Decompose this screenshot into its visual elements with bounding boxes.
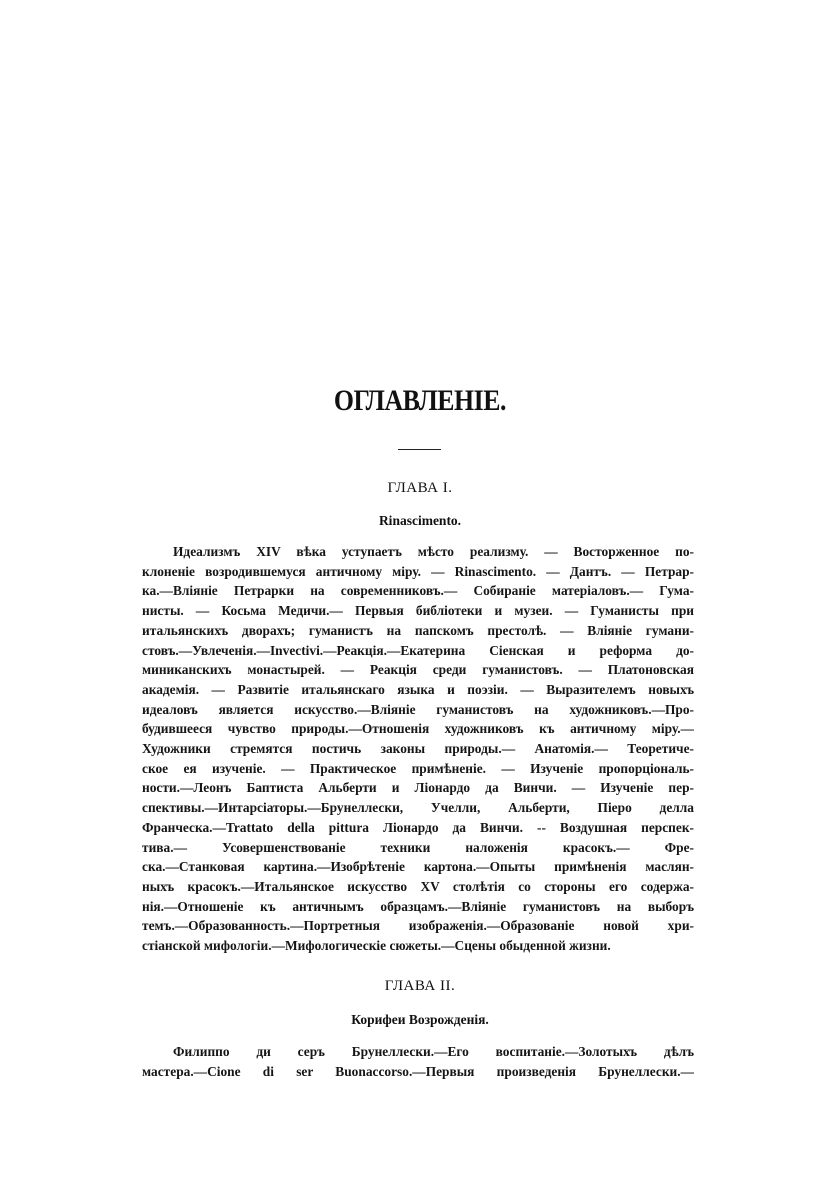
summary-line: темъ.—Образованность.—Портретныя изображенія.—Образованіе новой хри- — [142, 918, 694, 934]
summary-line: стіанской мифологіи.—Мифологическіе сюжеты.—Сцены обыденной жизни. — [142, 938, 611, 954]
summary-line: будившееся чувство природы.—Отношенія художниковъ къ античному міру.— — [142, 721, 694, 737]
chapter-1-heading: ГЛАВА I. — [387, 480, 453, 496]
summary-line: Филиппо ди серъ Брунеллески.—Его воспитаніе.—Золотыхъ дѣлъ — [173, 1044, 694, 1059]
chapter-2-heading: ГЛАВА II. — [384, 978, 456, 994]
chapter-2-subtitle: Корифеи Возрожденія. — [351, 1012, 489, 1027]
summary-line: Франческа.—Trattato della pittura Ліонардо да Винчи. -- Воздушная перспек- — [142, 819, 694, 835]
summary-line: клоненіе возродившемуся античному міру. — Rinascimento. — Дантъ. — Петрар- — [142, 563, 694, 579]
summary-line: ское ея изученіе. — Практическое примѣненіе. — Изученіе пропорціональ- — [142, 760, 694, 776]
summary-line: нія.—Отношеніе къ античнымъ образцамъ.—Вліяніе гуманистовъ на выборъ — [142, 898, 694, 914]
summary-line: нисты. — Косьма Медичи.— Первыя библіотеки и музеи. — Гуманисты при — [142, 603, 694, 619]
summary-line: ка.—Вліяніе Петрарки на современниковъ.— Собираніе матеріаловъ.— Гума- — [142, 583, 694, 599]
summary-line: миниканскихъ монастырей. — Реакція среди гуманистовъ. — Платоновская — [142, 662, 694, 678]
summary-line: итальянскихъ дворахъ; гуманистъ на папскомъ престолѣ. — Вліяніе гумани- — [142, 622, 694, 638]
page-title: ОГЛАВЛЕНІЕ. — [333, 384, 507, 417]
summary-line: ска.—Станковая картина.—Изобрѣтеніе картона.—Опыты примѣненія маслян- — [142, 859, 694, 875]
summary-line: мастера.—Cione di ser Buonaccorso.—Первыя произведенія Брунеллески.— — [142, 1063, 694, 1079]
summary-line: ности.—Леонъ Баптиста Альберти и Ліонардо да Винчи. — Изученіе пер- — [142, 780, 694, 796]
summary-line: ныхъ красокъ.—Итальянское искусство XV столѣтія со стороны его содержа- — [142, 878, 694, 894]
title-divider — [398, 449, 441, 450]
summary-line: стовъ.—Увлеченія.—Invectivi.—Реакція.—Екатерина Сіенская и реформа до- — [142, 642, 694, 658]
summary-line: Художники стремятся постичь законы природы.— Анатомія.— Теоретиче- — [142, 741, 694, 757]
summary-line: идеаловъ является искусство.—Вліяніе гуманистовъ на художниковъ.—Про- — [142, 701, 694, 717]
chapter-2-summary — [142, 1042, 694, 1081]
summary-line: спективы.—Интарсіаторы.—Брунеллески, Учелли, Альберти, Піеро делла — [142, 800, 694, 816]
chapter-1-summary — [142, 542, 694, 956]
summary-line: академія. — Развитіе итальянскаго языка и поэзіи. — Выразителемъ новыхъ — [142, 681, 694, 697]
chapter-1-subtitle: Rinascimento. — [378, 513, 462, 528]
summary-line: тива.— Усовершенствованіе техники наложенія красокъ.— Фре- — [142, 839, 694, 855]
summary-line: Идеализмъ XIV вѣка уступаетъ мѣсто реализму. — Восторженное по- — [173, 544, 694, 559]
